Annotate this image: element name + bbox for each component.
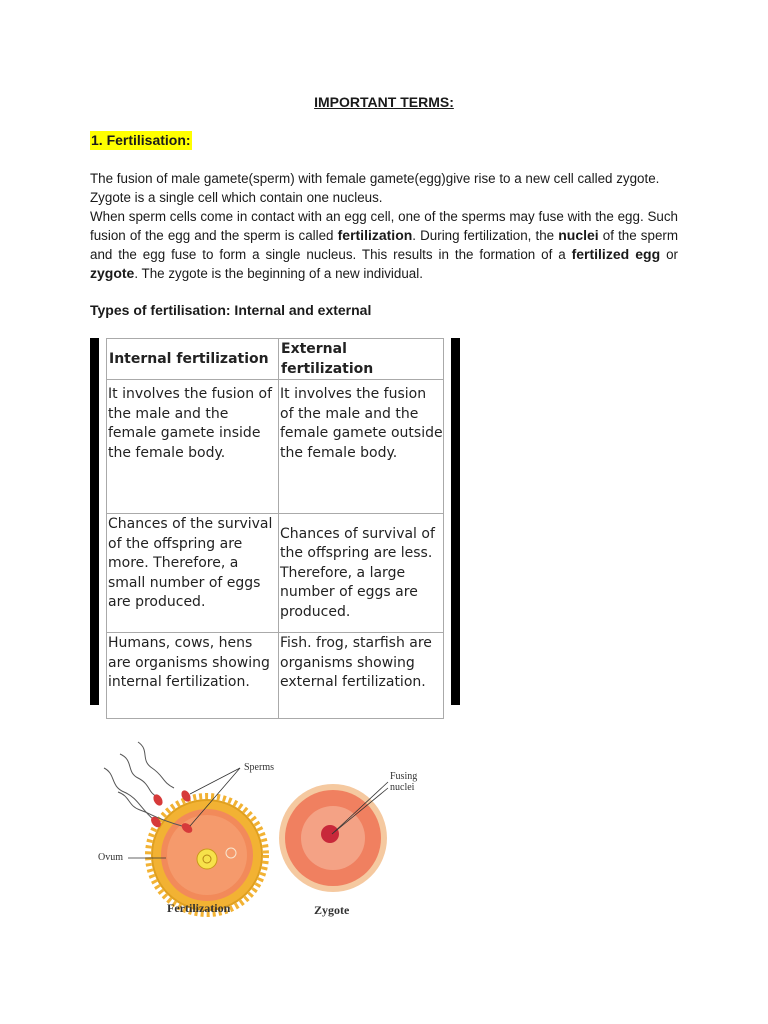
table-cell: Humans, cows, hens are organisms showing internal fertilization.	[107, 633, 279, 719]
label-fusing-line-2: nuclei	[390, 782, 415, 793]
text-run: or	[660, 247, 678, 262]
caption-fertilization: Fertilization	[167, 901, 231, 915]
table-cell: Chances of survival of the offspring are less. Therefore, a large number of eggs are produced.	[279, 514, 444, 633]
text-run: of the sperm and the egg fuse to form a single nucleus. This results in the formation of a	[90, 228, 679, 262]
right-border-bar	[451, 338, 460, 705]
types-heading: Types of fertilisation: Internal and external	[90, 302, 372, 318]
table-cell: Fish. frog, starfish are organisms showing external fertilization.	[279, 633, 444, 719]
table-header-row	[107, 339, 444, 380]
header-external: External fertilization	[279, 339, 444, 380]
label-fusing-nuclei	[390, 771, 417, 793]
table-cell: It involves the fusion of the male and the female gamete inside the female body.	[107, 380, 279, 514]
sperm-head	[152, 793, 165, 807]
header-internal: Internal fertilization	[107, 339, 279, 380]
term-zygote: zygote	[90, 265, 135, 281]
table-cell: Chances of the survival of the offspring are more. Therefore, a small number of eggs are produced.	[107, 514, 279, 633]
paragraph-line-2: Zygote is a single cell which contain one nucleus.	[90, 190, 383, 205]
label-fusing-line-1: Fusing	[390, 771, 418, 782]
left-border-bar	[90, 338, 99, 705]
paragraph-line-1: The fusion of male gamete(sperm) with female gamete(egg)give rise to a new cell called zygote.	[90, 171, 660, 186]
comparison-table-image	[90, 338, 460, 705]
term-nuclei: nuclei	[558, 227, 599, 243]
table-row	[107, 633, 444, 719]
term-fertilization: fertilization	[337, 227, 413, 243]
body-text	[90, 169, 678, 283]
table-row	[107, 380, 444, 514]
paragraph-2	[90, 207, 678, 283]
term-fertilized-egg: fertilized egg	[571, 246, 661, 262]
label-ovum: Ovum	[98, 852, 123, 863]
sperm-tail	[120, 754, 156, 796]
label-sperms: Sperms	[244, 762, 274, 773]
sperms-leader	[190, 768, 240, 794]
text-run: . During fertilization, the	[412, 228, 559, 243]
text-run: . The zygote is the beginning of a new individual.	[134, 266, 423, 281]
egg-nucleus	[197, 849, 217, 869]
fertilization-comparison-table	[106, 338, 444, 719]
text-run: When sperm cells come in contact with an egg cell, one of the sperms may fuse with the egg. Such fusion of the egg and the sperm is called	[90, 209, 678, 243]
zygote-nucleus	[321, 825, 339, 843]
caption-zygote: Zygote	[314, 903, 350, 917]
table-cell: It involves the fusion of the male and the female gamete outside the female body.	[279, 380, 444, 514]
document-title: IMPORTANT TERMS:	[314, 94, 454, 110]
fertilization-figure	[90, 738, 450, 928]
section-heading-fertilisation: 1. Fertilisation:	[91, 132, 191, 148]
table-row	[107, 514, 444, 633]
